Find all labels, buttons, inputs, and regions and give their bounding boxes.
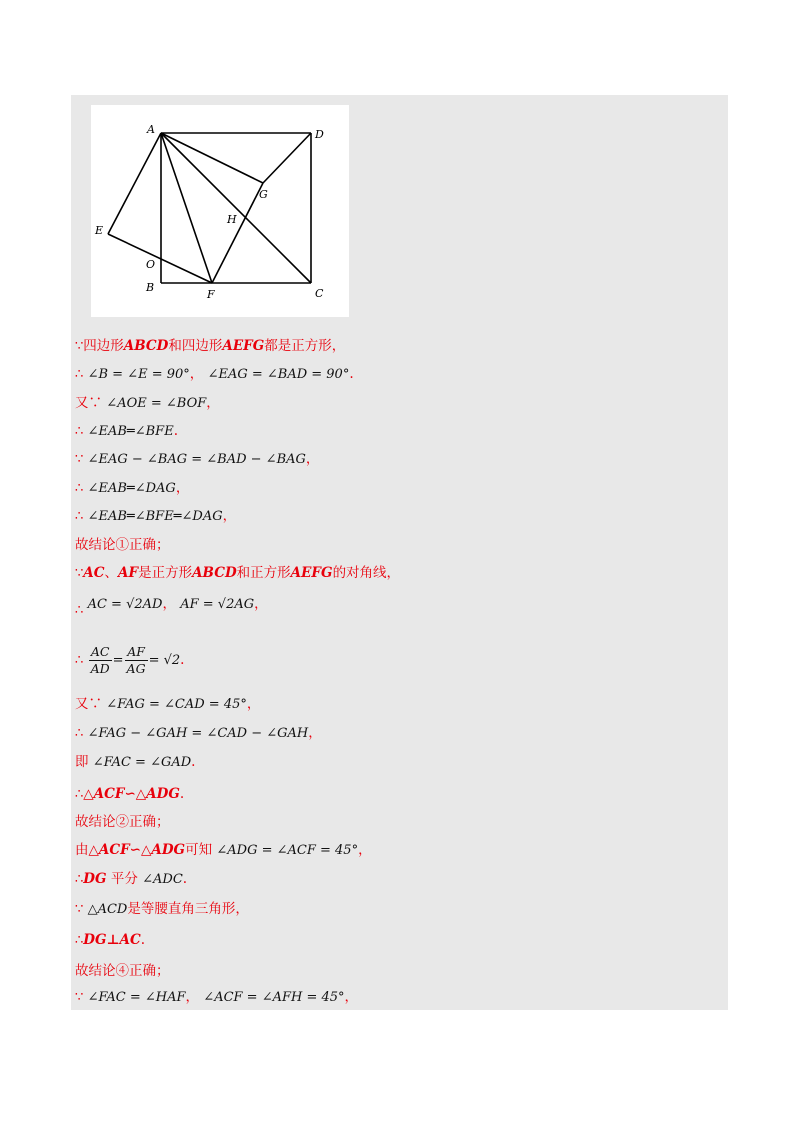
- line-14: 即 ∠FAC = ∠GAD.: [75, 754, 196, 770]
- geometry-figure: [91, 105, 349, 317]
- line-18: ∴DG 平分 ∠ADC.: [75, 871, 188, 887]
- line-6: ∴ ∠EAB═∠DAG，: [75, 480, 190, 496]
- label-F: F: [207, 288, 215, 301]
- label-H: H: [227, 213, 237, 226]
- fraction-af-ag: $\frac{AF}{AG}$: [126, 644, 146, 676]
- line-22: ∵ ∠FAC = ∠HAF， ∠ACF = ∠AFH = 45°，: [75, 989, 359, 1005]
- line-1: ∵四边形ABCD和四边形AEFG都是正方形，: [75, 338, 346, 354]
- line-10: ∴ AC = √2AD， AF = √2AG，: [75, 596, 268, 618]
- line-13: ∴ ∠FAG − ∠GAH = ∠CAD − ∠GAH，: [75, 725, 322, 741]
- line-7: ∴ ∠EAB═∠BFE═∠DAG，: [75, 508, 237, 524]
- line-17: 由△ACF∽△ADG可知 ∠ADG = ∠ACF = 45°，: [75, 842, 372, 858]
- label-C: C: [315, 287, 324, 300]
- line-11: ∴ $\frac{AC}{AD}$ = $\frac{AF}{AG}$ = √2.: [75, 644, 185, 676]
- label-G: G: [259, 188, 268, 201]
- label-D: D: [315, 128, 324, 141]
- line-20: ∴DG⊥AC.: [75, 932, 145, 948]
- line-5: ∵ ∠EAG − ∠BAG = ∠BAD − ∠BAG，: [75, 451, 320, 467]
- label-O: O: [146, 258, 156, 271]
- fraction-ac-ad: $\frac{AC}{AD}$: [90, 644, 110, 676]
- line-21: 故结论④正确；: [75, 963, 170, 979]
- label-A: A: [147, 123, 155, 136]
- label-B: B: [146, 281, 155, 294]
- line-4: ∴ ∠EAB═∠BFE.: [75, 423, 178, 439]
- line-8: 故结论①正确；: [75, 537, 170, 553]
- line-2: ∴ ∠B = ∠E = 90°， ∠EAG = ∠BAD = 90°.: [75, 366, 354, 382]
- line-15: ∴△ACF∽△ADG.: [75, 786, 185, 802]
- line-9: ∵AC、AF是正方形ABCD和正方形AEFG的对角线，: [75, 565, 401, 581]
- line-19: ∵ △ACD是等腰直角三角形，: [75, 901, 249, 917]
- line-12: 又∵ ∠FAG = ∠CAD = 45°，: [75, 696, 261, 712]
- solution-panel: [71, 95, 728, 1010]
- geometry-diagram: [91, 105, 349, 317]
- line-3: 又∵ ∠AOE = ∠BOF，: [75, 395, 220, 411]
- line-16: 故结论②正确；: [75, 814, 170, 830]
- label-E: E: [95, 224, 104, 237]
